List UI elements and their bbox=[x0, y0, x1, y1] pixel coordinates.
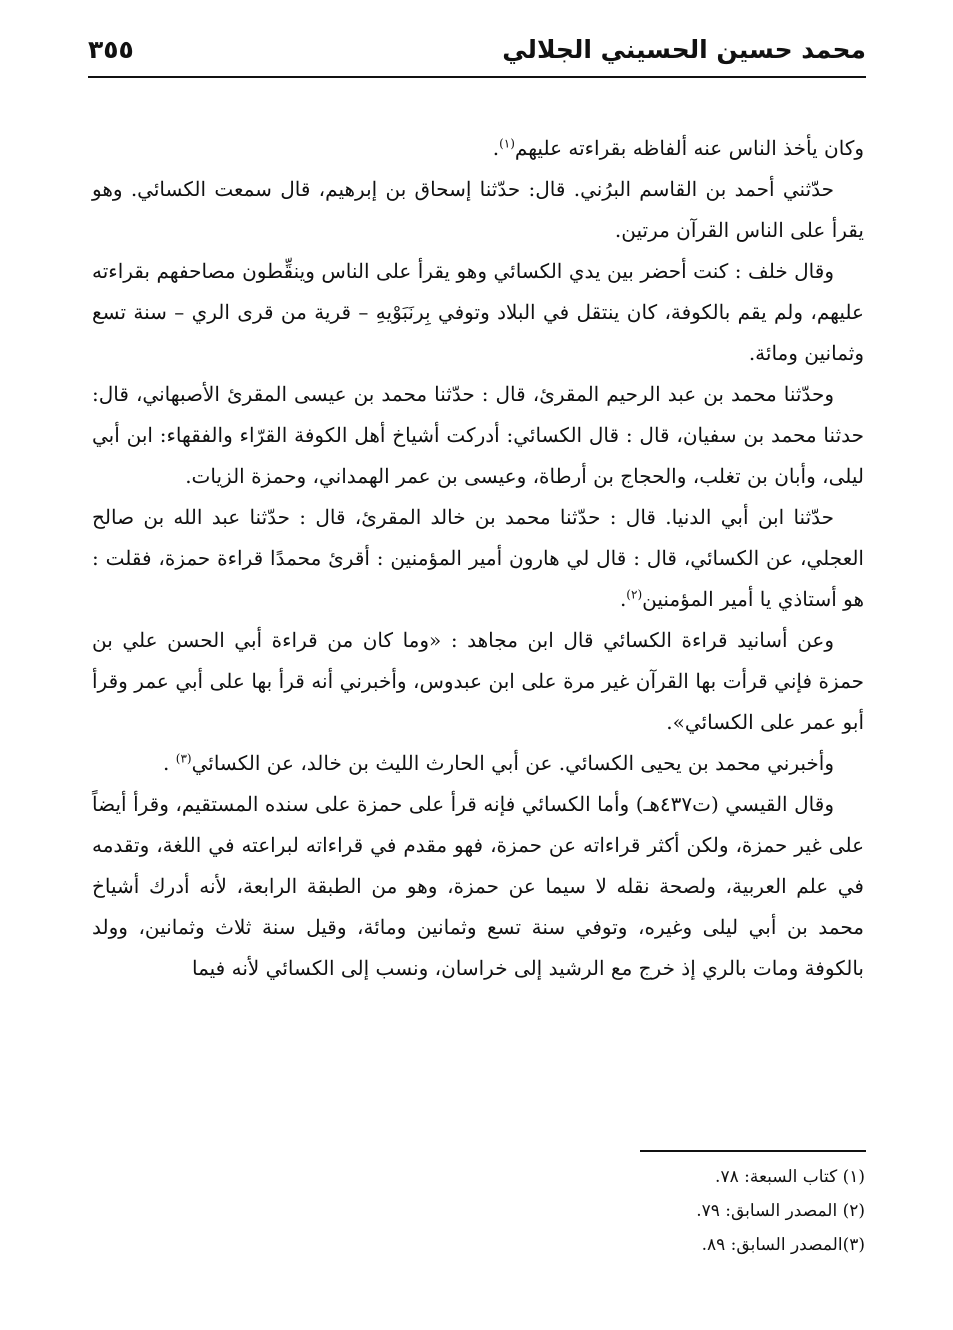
footnote-ref: (١) bbox=[499, 136, 515, 151]
paragraph: وكان يأخذ الناس عنه ألفاظه بقراءته عليهم$^{(١)}$. bbox=[492, 136, 864, 160]
page-number: ٣٥٥ bbox=[88, 35, 134, 64]
footnote-divider bbox=[640, 1150, 866, 1152]
footnote-ref: (٣) bbox=[175, 751, 192, 766]
header-divider bbox=[88, 76, 866, 78]
running-header bbox=[88, 30, 866, 76]
paragraph: حدّثنا ابن أبي الدنيا. قال : حدّثنا محمد بن خالد المقرئ، قال : حدّثنا عبد الله بن صالح العجلي، عن الكسائي، قال : قال لي هارون أمير المؤمنين : أقرئ محمدًا قراءة حمزة، فقلت : هو أستاذي يا أمير المؤمنين$^{(٢)}$. bbox=[92, 505, 864, 611]
footnote: (٢) المصدر السابق: ٧٩. bbox=[696, 1201, 865, 1221]
paragraph: وحدّثنا محمد بن عبد الرحيم المقرئ، قال : حدّثنا محمد بن عيسى المقرئ الأصبهاني، قال: حدثنا محمد بن سفيان، قال : قال الكسائي: أدركت أشياخ أهل الكوفة القرّاء والفقهاء: ابن أبي ليلى، وأبان بن تغلب، والحجاج بن أرطاة، وعيسى بن عمر الهمداني، وحمزة الزيات. bbox=[92, 382, 864, 488]
paragraph: وعن أسانيد قراءة الكسائي قال ابن مجاهد : «وما كان من قراءة أبي الحسن علي بن حمزة فإني قرأت بها القرآن غير مرة على ابن عبدوس، وأخبرني أنه قرأ بها على أبي عمر وقرأ أبو عمر على الكسائي». bbox=[92, 628, 864, 734]
footnotes bbox=[465, 1160, 865, 1262]
author-title: محمد حسين الحسيني الجلالي bbox=[502, 35, 866, 64]
paragraph: وأخبرني محمد بن يحيى الكسائي. عن أبي الحارث الليث بن خالد، عن الكسائي$^{(٣)}$ . bbox=[163, 751, 834, 775]
paragraph: حدّثني أحمد بن القاسم البرُني. قال: حدّثنا إسحاق بن إبرهيم، قال سمعت الكسائي. وهو يقرأ على الناس القرآن مرتين. bbox=[92, 177, 864, 242]
paragraph: وقال القيسي (ت٤٣٧هـ) وأما الكسائي فإنه قرأ على حمزة على سنده المستقيم، وقرأ أيضاً على غير حمزة، ولكن أكثر قراءاته عن حمزة، فهو مقدم في قراءاته لبراعته في اللغة، وتقدمه في علم العربية، ولصحة نقله لا سيما عن حمزة، وهو من الطبقة الرابعة، لأنه أدرك أشياخ محمد بن أبي ليلى وغيره، وتوفي سنة تسع وثمانين ومائة، وقيل سنة ثلاث وثمانين، وولد بالكوفة ومات بالري إذ خرج مع الرشيد إلى خراسان، ونسب إلى الكسائي لأنه فيما bbox=[92, 792, 864, 980]
main-text bbox=[92, 128, 864, 989]
footnote-ref: (٢) bbox=[626, 587, 643, 602]
footnote: (١) كتاب السبعة: ٧٨. bbox=[715, 1167, 865, 1187]
paragraph: وقال خلف : كنت أحضر بين يدي الكسائي وهو يقرأ على الناس وينقِّطون مصاحفهم بقراءته عليهم، ولم يقم بالكوفة، كان ينتقل في البلاد وتوفي بِرنَبَوْيهِ – قرية من قرى الري – سنة تسع وثمانين ومائة. bbox=[92, 259, 864, 365]
footnote: (٣)المصدر السابق: ٨٩. bbox=[701, 1235, 865, 1255]
